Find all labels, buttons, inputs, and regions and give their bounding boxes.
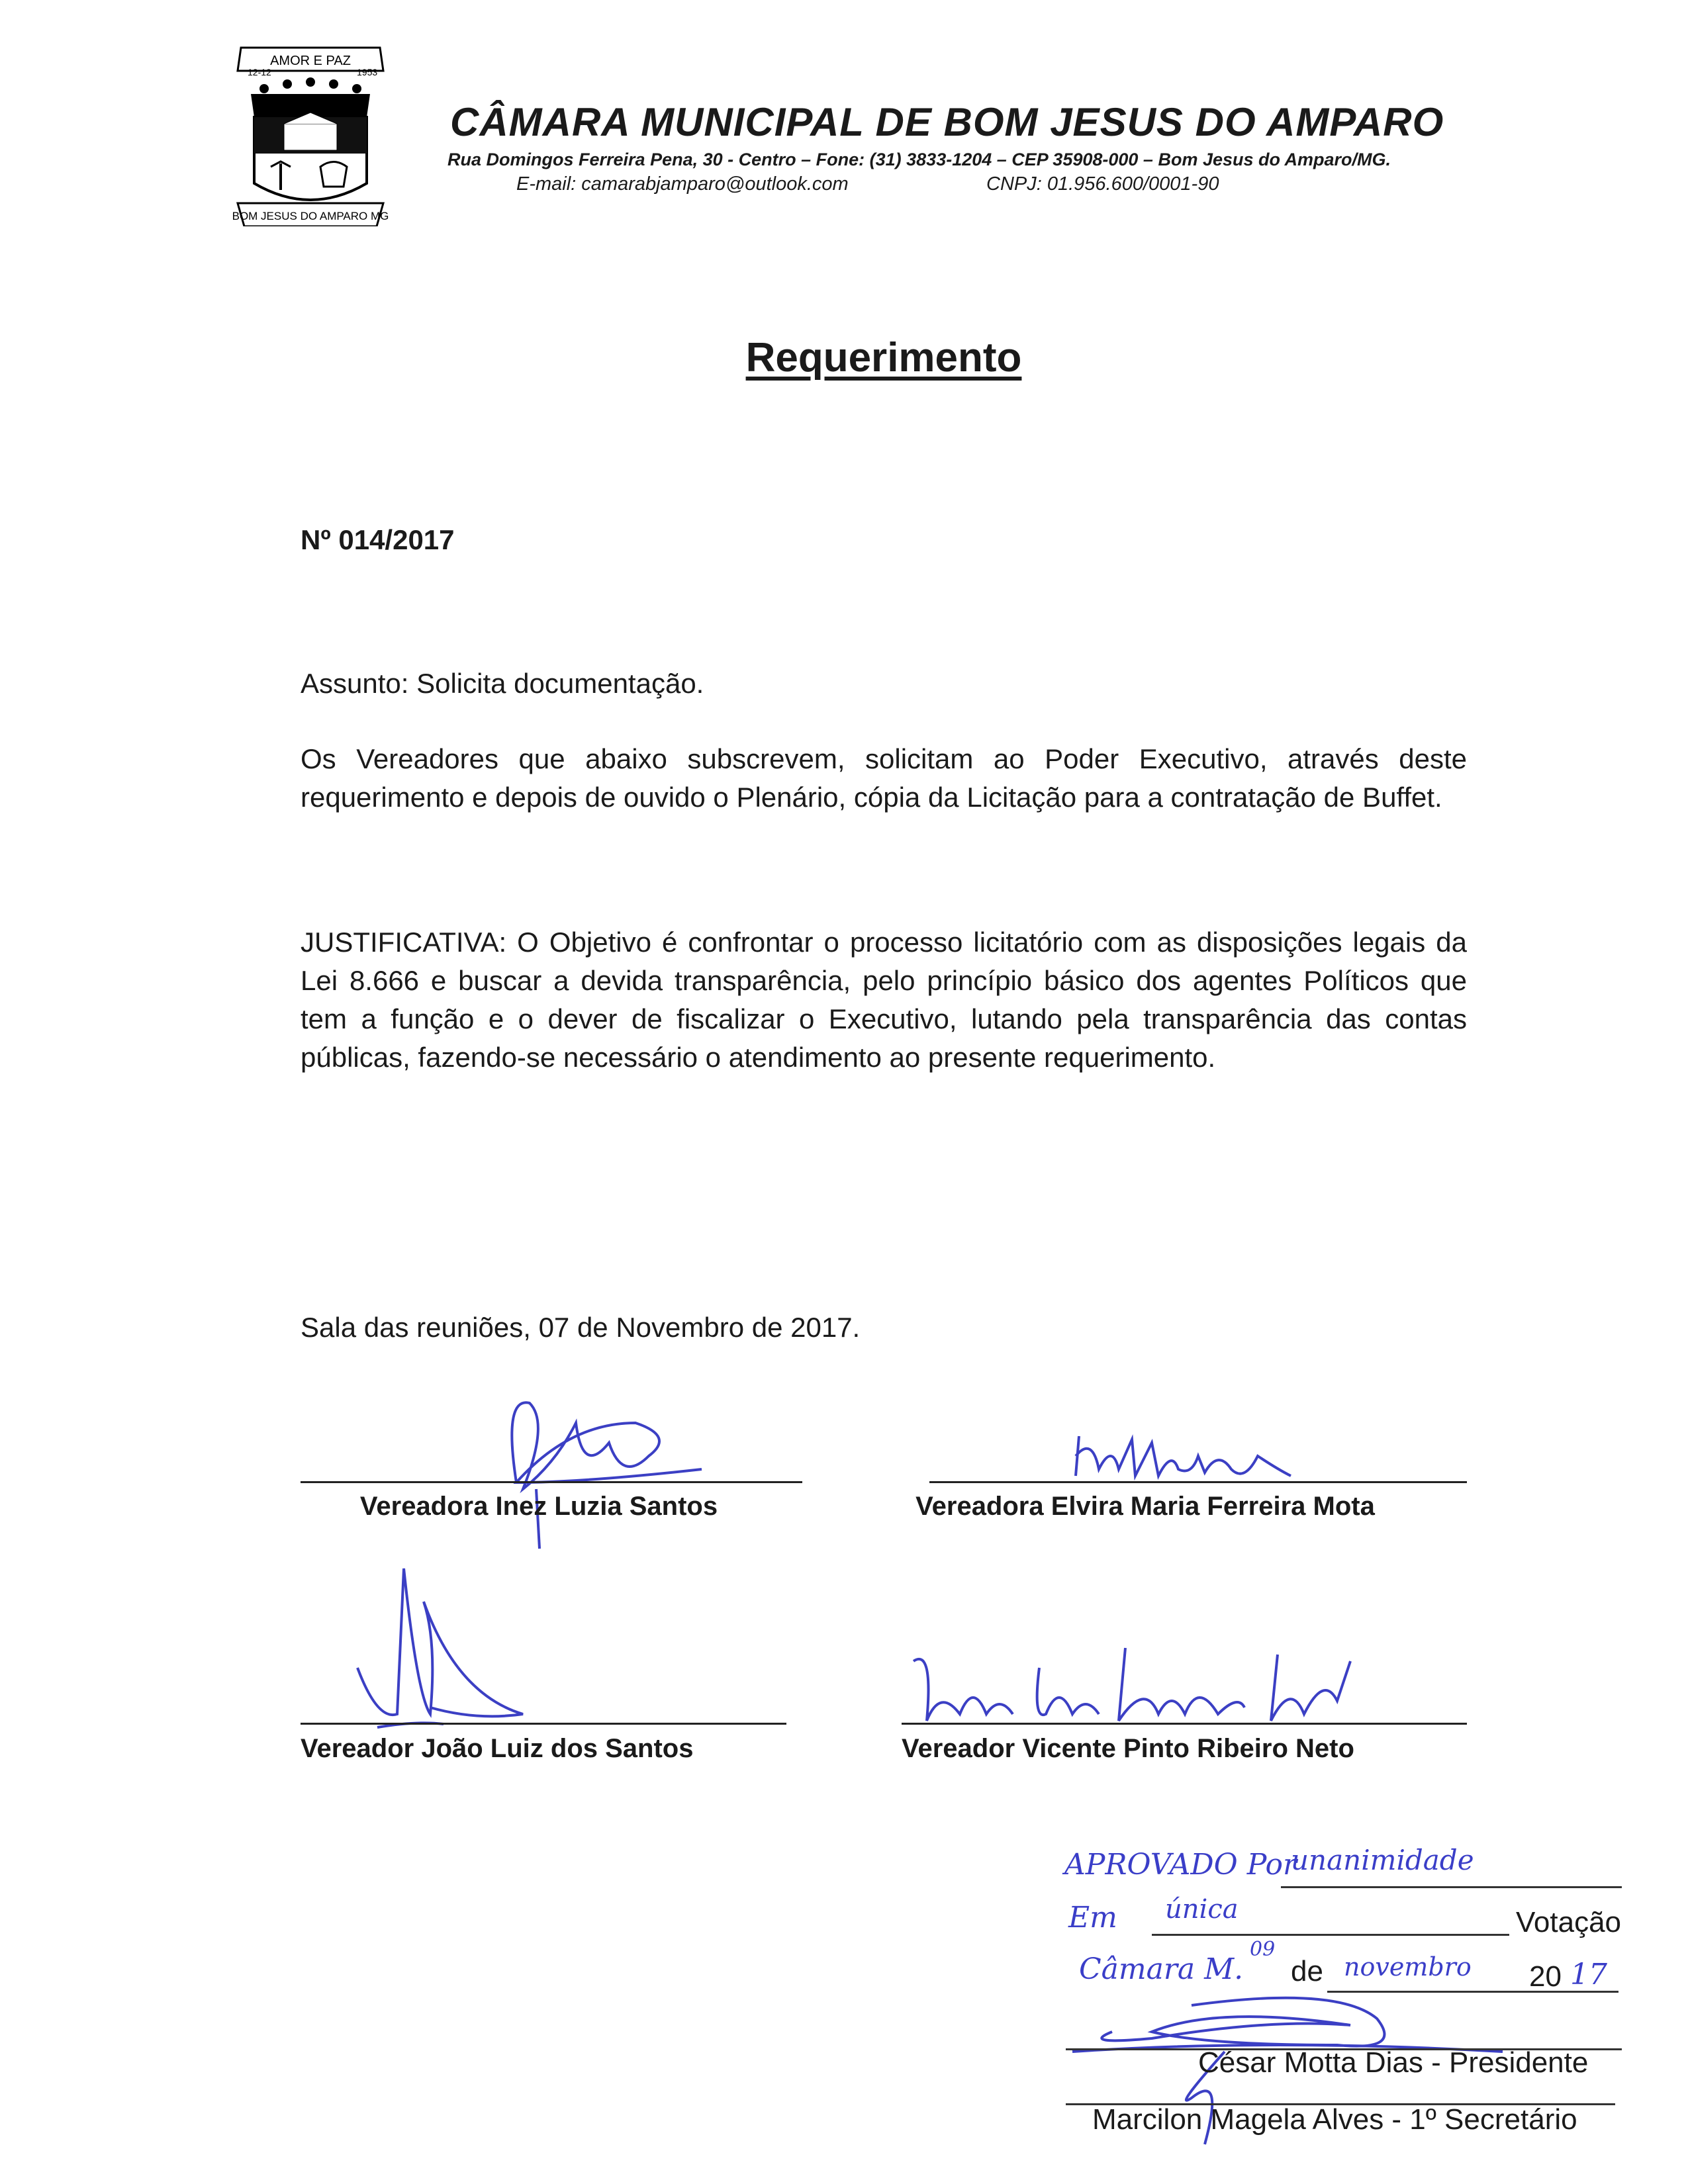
approved-by-value: unanimidade — [1291, 1844, 1474, 1876]
signature-name-3: Vereador João Luiz dos Santos — [301, 1734, 694, 1763]
document-request-paragraph: Os Vereadores que abaixo subscrevem, solicitam ao Poder Executivo, através deste requerimento e depois de ouvido o Plenário, cópia da Licitação para a contratação de Buffet. — [301, 743, 1467, 813]
svg-text:12-12: 12-12 — [248, 67, 271, 77]
handwritten-signature-3 — [351, 1562, 536, 1734]
stamp-month-value: novembro — [1344, 1952, 1472, 1981]
stamp-in-label: Em — [1068, 1901, 1117, 1934]
stamp-year-prefix: 20 — [1529, 1960, 1562, 1993]
signature-line-2 — [929, 1481, 1467, 1483]
signature-name-2: Vereadora Elvira Maria Ferreira Mota — [915, 1492, 1375, 1521]
logo-motto: AMOR E PAZ — [270, 54, 351, 68]
institution-cnpj: CNPJ: 01.956.600/0001-90 — [986, 173, 1219, 195]
stamp-in-value: única — [1165, 1894, 1239, 1925]
approved-by-label: APROVADO Por — [1064, 1848, 1297, 1882]
signature-line-4 — [902, 1723, 1467, 1725]
signature-line-1 — [301, 1481, 802, 1483]
document-closing-date: Sala das reuniões, 07 de Novembro de 2017. — [301, 1312, 861, 1343]
handwritten-signature-2 — [1072, 1430, 1297, 1489]
stamp-line-in — [1152, 1934, 1509, 1936]
stamp-chamber-label: Câmara M. — [1079, 1952, 1244, 1986]
institution-title: CÂMARA MUNICIPAL DE BOM JESUS DO AMPARO — [450, 100, 1444, 144]
svg-text:BOM JESUS DO AMPARO MG: BOM JESUS DO AMPARO MG — [232, 210, 389, 222]
stamp-secretary-name: Marcilon Magela Alves - 1º Secretário — [1092, 2103, 1577, 2136]
stamp-vote-label: Votação — [1516, 1906, 1622, 1938]
stamp-president-name: César Motta Dias - Presidente — [1198, 2046, 1589, 2079]
stamp-of-label: de — [1291, 1955, 1323, 1987]
handwritten-signature-4 — [907, 1641, 1357, 1734]
signature-name-1: Vereadora Inez Luzia Santos — [359, 1492, 718, 1521]
document-justification-paragraph: JUSTIFICATIVA: O Objetivo é confrontar o processo licitatório com as disposições legais da Lei 8.666 e buscar a devida transparência, pelo princípio básico dos agentes Políticos que tem a função e o dever de fiscalizar o Executivo, lutando pela transparência das contas públicas, fazendo-se necessário o atendimento ao presente requerimento. — [301, 927, 1467, 1073]
document-title: Requerimento — [745, 335, 1022, 381]
stamp-line-approved-by — [1281, 1886, 1622, 1888]
svg-text:1953: 1953 — [357, 67, 378, 77]
stamp-year-value: 17 — [1570, 1958, 1607, 1991]
institution-email: E-mail: camarabjamparo@outlook.com — [516, 173, 849, 195]
document-subject: Assunto: Solicita documentação. — [301, 668, 704, 699]
handwritten-signature-1 — [477, 1383, 702, 1549]
institution-address: Rua Domingos Ferreira Pena, 30 - Centro – Fone: (31) 3833-1204 – CEP 35908-000 – Bom Jesus do Amparo/MG. — [447, 150, 1391, 169]
document-number: Nº 014/2017 — [301, 524, 455, 555]
signature-line-3 — [301, 1723, 786, 1725]
coat-of-arms-logo — [228, 34, 393, 226]
signature-name-4: Vereador Vicente Pinto Ribeiro Neto — [902, 1734, 1354, 1763]
stamp-day-value: 09 — [1250, 1938, 1276, 1961]
approval-stamp-approved-by — [1064, 1848, 1297, 1882]
